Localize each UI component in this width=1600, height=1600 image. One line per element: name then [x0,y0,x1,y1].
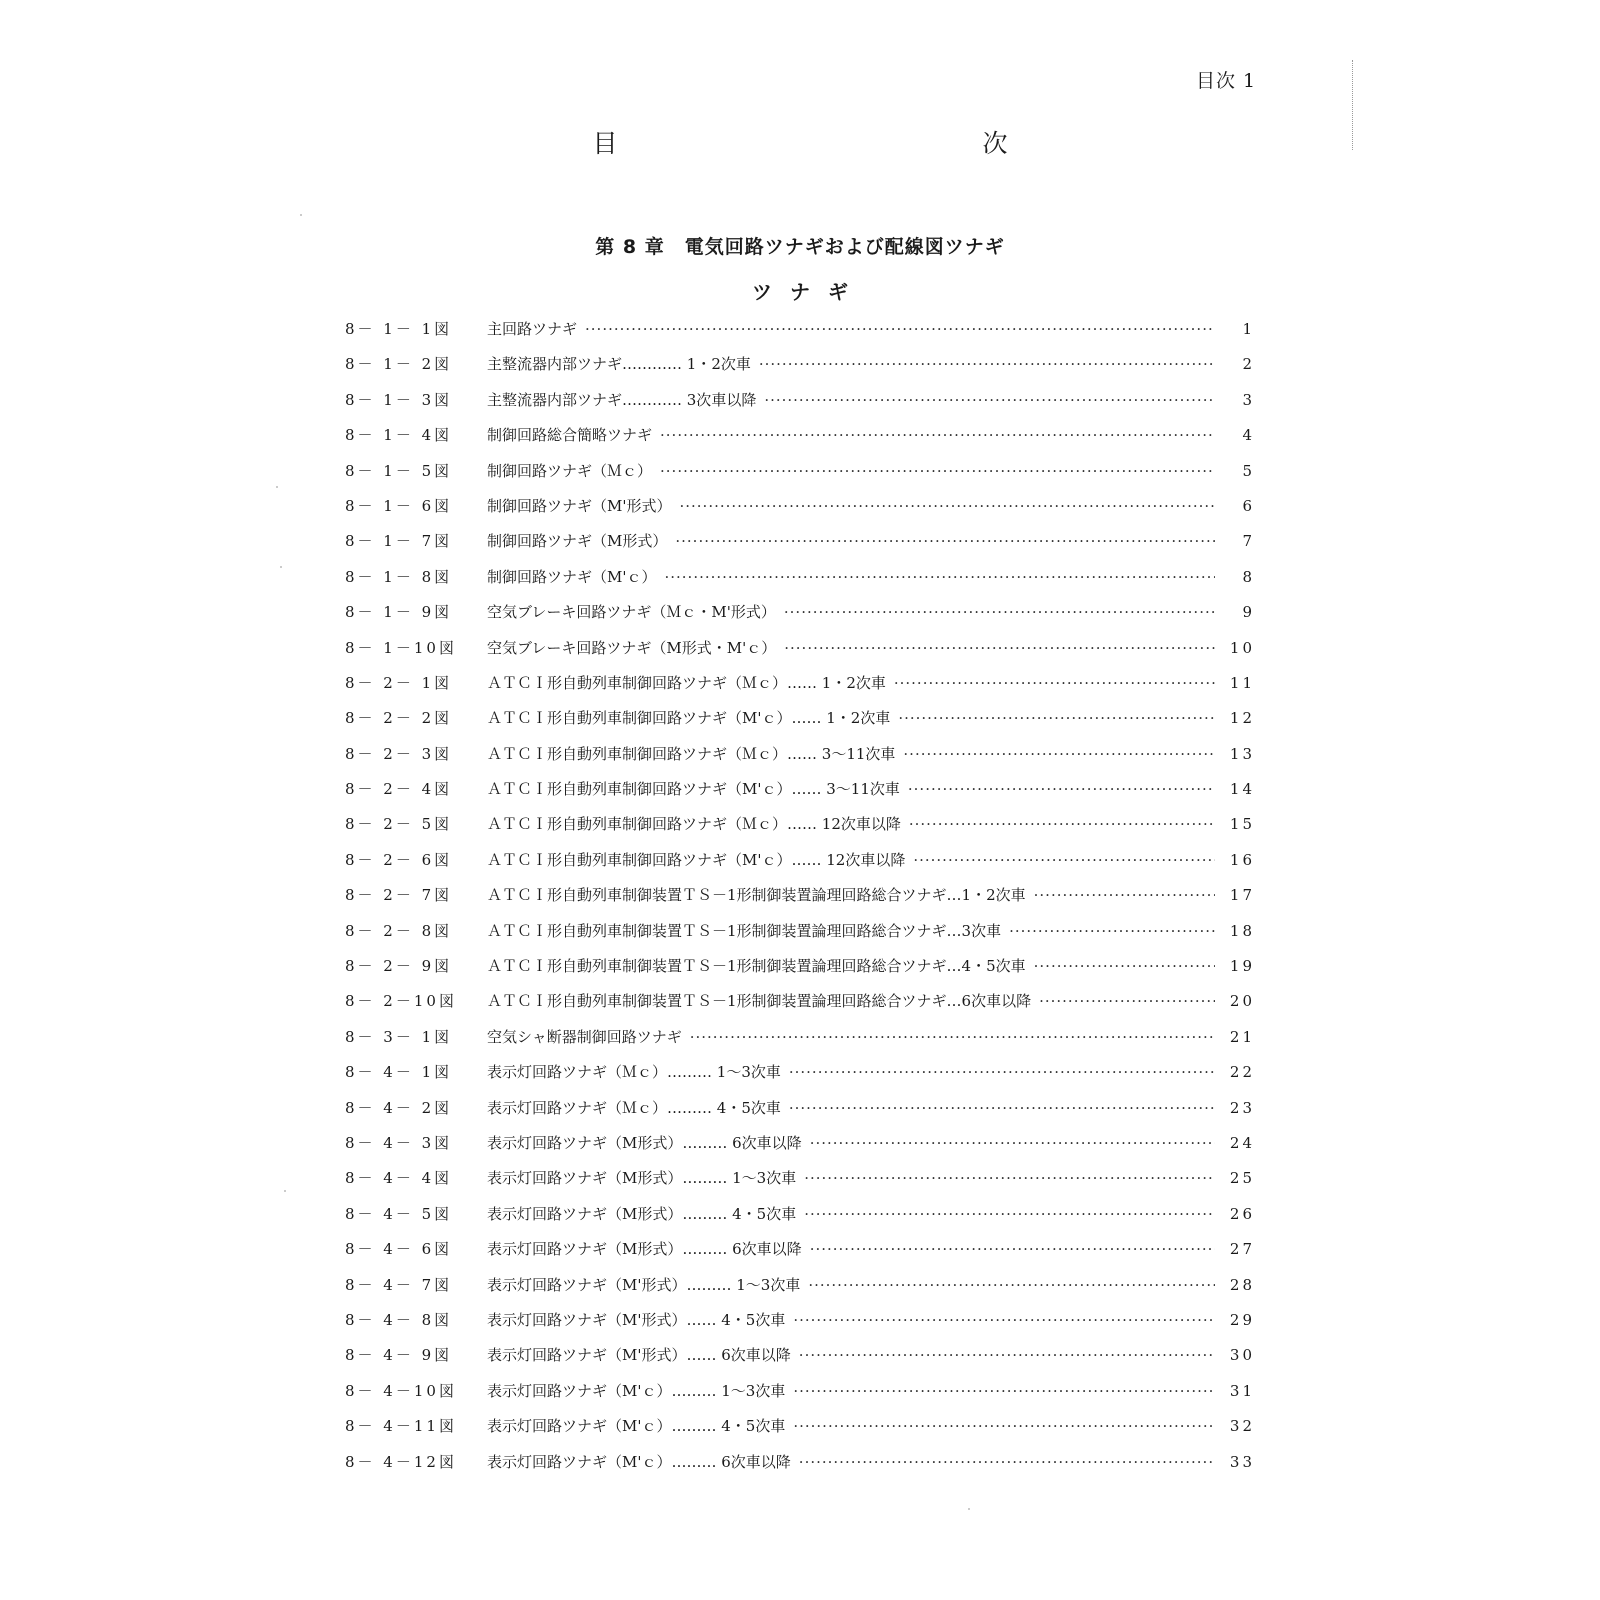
dot-leader [894,674,1215,692]
toc-entry [345,1451,1255,1486]
figure-number: 8－ 4－ 1図 [345,1063,453,1082]
scan-speck [300,214,302,216]
figure-number: 8－ 1－ 6図 [345,496,453,515]
toc-entry [345,1061,1255,1096]
scan-speck [280,566,282,568]
dot-leader [764,391,1215,409]
dot-leader [675,532,1215,550]
dot-leader [804,1205,1215,1223]
dot-leader [784,603,1215,621]
page-number: 目次 1 [1196,70,1257,92]
toc-entry [345,424,1255,459]
page-ref: 29 [1229,1310,1255,1329]
figure-caption: 制御回路総合簡略ツナギ [487,426,653,445]
figure-caption: ＡＴＣＩ形自動列車制御回路ツナギ（Ｍｃ）…… 12次車以降 [487,815,901,834]
figure-caption: 制御回路ツナギ（M'ｃ） [487,567,657,586]
toc-entry [345,743,1255,778]
dot-leader [913,851,1215,869]
toc-entry [345,1344,1255,1379]
figure-number: 8－ 4－ 5図 [345,1204,453,1223]
figure-number: 8－ 1－ 4図 [345,426,453,445]
dot-leader [1009,922,1215,940]
page-ref: 15 [1229,815,1255,834]
dot-leader [909,815,1215,833]
dot-leader [804,1169,1215,1187]
figure-caption: 制御回路ツナギ（M形式） [487,532,668,551]
dot-leader [793,1311,1215,1329]
page-ref: 27 [1229,1240,1255,1259]
document-title: 目 次 [592,129,1178,158]
dot-leader [585,320,1215,338]
toc-entry [345,1415,1255,1450]
toc-entry [345,1238,1255,1273]
figure-caption: ＡＴＣＩ形自動列車制御回路ツナギ（Ｍｃ）…… 1・2次車 [487,673,886,692]
figure-caption: 主回路ツナギ [487,320,578,338]
dot-leader [784,639,1215,657]
figure-number: 8－ 4－ 3図 [345,1133,453,1152]
figure-caption: ＡＴＣＩ形自動列車制御回路ツナギ（M'ｃ）…… 1・2次車 [487,709,891,728]
page-ref: 18 [1229,921,1255,940]
figure-number: 8－ 4－10図 [345,1381,457,1400]
page-ref: 12 [1229,709,1255,728]
figure-caption: 表示灯回路ツナギ（M形式）……… 6次車以降 [487,1240,802,1259]
figure-caption: 表示灯回路ツナギ（Ｍｃ）……… 4・5次車 [487,1098,781,1117]
figure-number: 8－ 1－ 3図 [345,390,453,409]
dot-leader [808,1276,1215,1294]
figure-number: 8－ 4－11図 [345,1417,457,1436]
figure-number: 8－ 4－ 6図 [345,1240,453,1259]
figure-number: 8－ 1－ 1図 [345,320,453,338]
toc-entry [345,1274,1255,1309]
page-ref: 2 [1242,355,1255,374]
figure-number: 8－ 2－ 8図 [345,921,453,940]
page-ref: 28 [1229,1275,1255,1294]
figure-number: 8－ 4－12図 [345,1452,457,1471]
section-heading: ツナギ [752,280,866,304]
dot-leader [793,1382,1215,1400]
page-ref: 22 [1229,1063,1255,1082]
toc-entry [345,1026,1255,1061]
figure-caption: 表示灯回路ツナギ（M形式）……… 4・5次車 [487,1204,797,1223]
figure-caption: 制御回路ツナギ（M'形式） [487,496,672,515]
page-ref: 1 [1242,320,1255,338]
toc-entry [345,1167,1255,1202]
toc-entry [345,1309,1255,1344]
figure-caption: 空気シャ断器制御回路ツナギ [487,1027,682,1046]
figure-number: 8－ 1－ 5図 [345,461,453,480]
figure-caption: 空気ブレーキ回路ツナギ（Ｍｃ・M'形式） [487,603,776,622]
page-ref: 9 [1242,603,1255,622]
page-ref: 7 [1242,532,1255,551]
toc-entry [345,601,1255,636]
figure-number: 8－ 2－ 4図 [345,780,453,799]
toc-entry [345,1097,1255,1132]
figure-number: 8－ 1－ 9図 [345,603,453,622]
figure-number: 8－ 4－ 9図 [345,1346,453,1365]
figure-number: 8－ 4－ 7図 [345,1275,453,1294]
toc-entry [345,813,1255,848]
toc-entry [345,637,1255,672]
figure-caption: ＡＴＣＩ形自動列車制御装置ＴＳ－1形制御装置論理回路総合ツナギ…3次車 [487,921,1002,940]
figure-number: 8－ 1－10図 [345,638,457,657]
page-ref: 16 [1229,850,1255,869]
figure-number: 8－ 2－ 3図 [345,744,453,763]
page-ref: 25 [1229,1169,1255,1188]
page-ref: 19 [1229,957,1255,976]
table-of-contents [345,318,1255,1486]
page-ref: 26 [1229,1204,1255,1223]
figure-caption: 表示灯回路ツナギ（M'ｃ）……… 1～3次車 [487,1381,786,1400]
toc-entry [345,566,1255,601]
dot-leader [793,1417,1215,1435]
figure-caption: 空気ブレーキ回路ツナギ（M形式・M'ｃ） [487,638,777,657]
dot-leader [789,1063,1215,1081]
toc-entry [345,1380,1255,1415]
scan-speck [284,1190,286,1192]
page-ref: 17 [1229,886,1255,905]
figure-number: 8－ 2－10図 [345,992,457,1011]
figure-number: 8－ 2－ 6図 [345,850,453,869]
page-ref: 10 [1229,638,1255,657]
dot-leader [903,745,1215,763]
toc-entry [345,389,1255,424]
dot-leader [908,780,1215,798]
figure-number: 8－ 4－ 4図 [345,1169,453,1188]
figure-number: 8－ 1－ 2図 [345,355,453,374]
page-ref: 3 [1242,390,1255,409]
chapter-heading: 第 8 章 電気回路ツナギおよび配線図ツナギ [595,236,1005,258]
dot-leader [759,355,1215,373]
toc-entry [345,1203,1255,1238]
dot-leader [799,1346,1215,1364]
scan-speck [968,1508,970,1510]
figure-number: 8－ 4－ 8図 [345,1310,453,1329]
page-ref: 4 [1242,426,1255,445]
figure-number: 8－ 2－ 7図 [345,886,453,905]
figure-number: 8－ 4－ 2図 [345,1098,453,1117]
toc-entry [345,530,1255,565]
figure-caption: 表示灯回路ツナギ（M形式）……… 1～3次車 [487,1169,797,1188]
page-ref: 32 [1229,1417,1255,1436]
toc-entry [345,884,1255,919]
figure-caption: 表示灯回路ツナギ（M'形式）…… 4・5次車 [487,1310,786,1329]
figure-number: 8－ 1－ 7図 [345,532,453,551]
toc-entry [345,1132,1255,1167]
figure-caption: 表示灯回路ツナギ（M形式）……… 6次車以降 [487,1133,802,1152]
page-ref: 30 [1229,1346,1255,1365]
dot-leader [664,568,1215,586]
figure-caption: ＡＴＣＩ形自動列車制御回路ツナギ（M'ｃ）…… 3～11次車 [487,780,900,799]
figure-caption: 表示灯回路ツナギ（M'ｃ）……… 6次車以降 [487,1452,791,1471]
page-ref: 8 [1242,567,1255,586]
toc-entry [345,707,1255,742]
scan-speck [276,486,278,488]
figure-caption: 表示灯回路ツナギ（M'形式）……… 1～3次車 [487,1275,801,1294]
dot-leader [1034,957,1215,975]
dot-leader [690,1028,1215,1046]
toc-entry [345,460,1255,495]
dot-leader [799,1453,1215,1471]
page-ref: 31 [1229,1381,1255,1400]
page-ref: 6 [1242,496,1255,515]
toc-entry [345,920,1255,955]
figure-caption: 表示灯回路ツナギ（M'形式）…… 6次車以降 [487,1346,791,1365]
figure-caption: 主整流器内部ツナギ………… 3次車以降 [487,390,757,409]
toc-entry [345,955,1255,990]
toc-entry [345,353,1255,388]
page-ref: 11 [1229,673,1255,692]
dot-leader [810,1134,1215,1152]
figure-caption: 制御回路ツナギ（Ｍｃ） [487,461,653,480]
page-ref: 5 [1242,461,1255,480]
toc-entry [345,495,1255,530]
dot-leader [1039,992,1215,1010]
dot-leader [898,709,1215,727]
figure-number: 8－ 2－ 5図 [345,815,453,834]
page-ref: 13 [1229,744,1255,763]
figure-number: 8－ 1－ 8図 [345,567,453,586]
page-ref: 23 [1229,1098,1255,1117]
figure-caption: 表示灯回路ツナギ（M'ｃ）……… 4・5次車 [487,1417,786,1436]
figure-caption: ＡＴＣＩ形自動列車制御回路ツナギ（M'ｃ）…… 12次車以降 [487,850,906,869]
page-ref: 21 [1229,1027,1255,1046]
figure-caption: ＡＴＣＩ形自動列車制御回路ツナギ（Ｍｃ）…… 3～11次車 [487,744,896,763]
dot-leader [810,1240,1215,1258]
figure-number: 8－ 2－ 9図 [345,957,453,976]
dot-leader [660,426,1215,444]
page-ref: 24 [1229,1133,1255,1152]
dot-leader [789,1099,1215,1117]
toc-entry [345,318,1255,353]
figure-caption: 表示灯回路ツナギ（Ｍｃ）……… 1～3次車 [487,1063,781,1082]
toc-entry [345,849,1255,884]
dot-leader [679,497,1215,515]
dot-leader [660,462,1215,480]
figure-caption: 主整流器内部ツナギ………… 1・2次車 [487,355,751,374]
figure-number: 8－ 2－ 2図 [345,709,453,728]
toc-entry [345,778,1255,813]
dot-leader [1034,886,1215,904]
page-ref: 20 [1229,992,1255,1011]
page-ref: 14 [1229,780,1255,799]
figure-caption: ＡＴＣＩ形自動列車制御装置ＴＳ－1形制御装置論理回路総合ツナギ…4・5次車 [487,957,1026,976]
figure-number: 8－ 3－ 1図 [345,1027,453,1046]
toc-entry [345,672,1255,707]
page-ref: 33 [1229,1452,1255,1471]
toc-entry [345,990,1255,1025]
figure-caption: ＡＴＣＩ形自動列車制御装置ＴＳ－1形制御装置論理回路総合ツナギ…6次車以降 [487,992,1032,1011]
figure-caption: ＡＴＣＩ形自動列車制御装置ＴＳ－1形制御装置論理回路総合ツナギ…1・2次車 [487,886,1026,905]
figure-number: 8－ 2－ 1図 [345,673,453,692]
